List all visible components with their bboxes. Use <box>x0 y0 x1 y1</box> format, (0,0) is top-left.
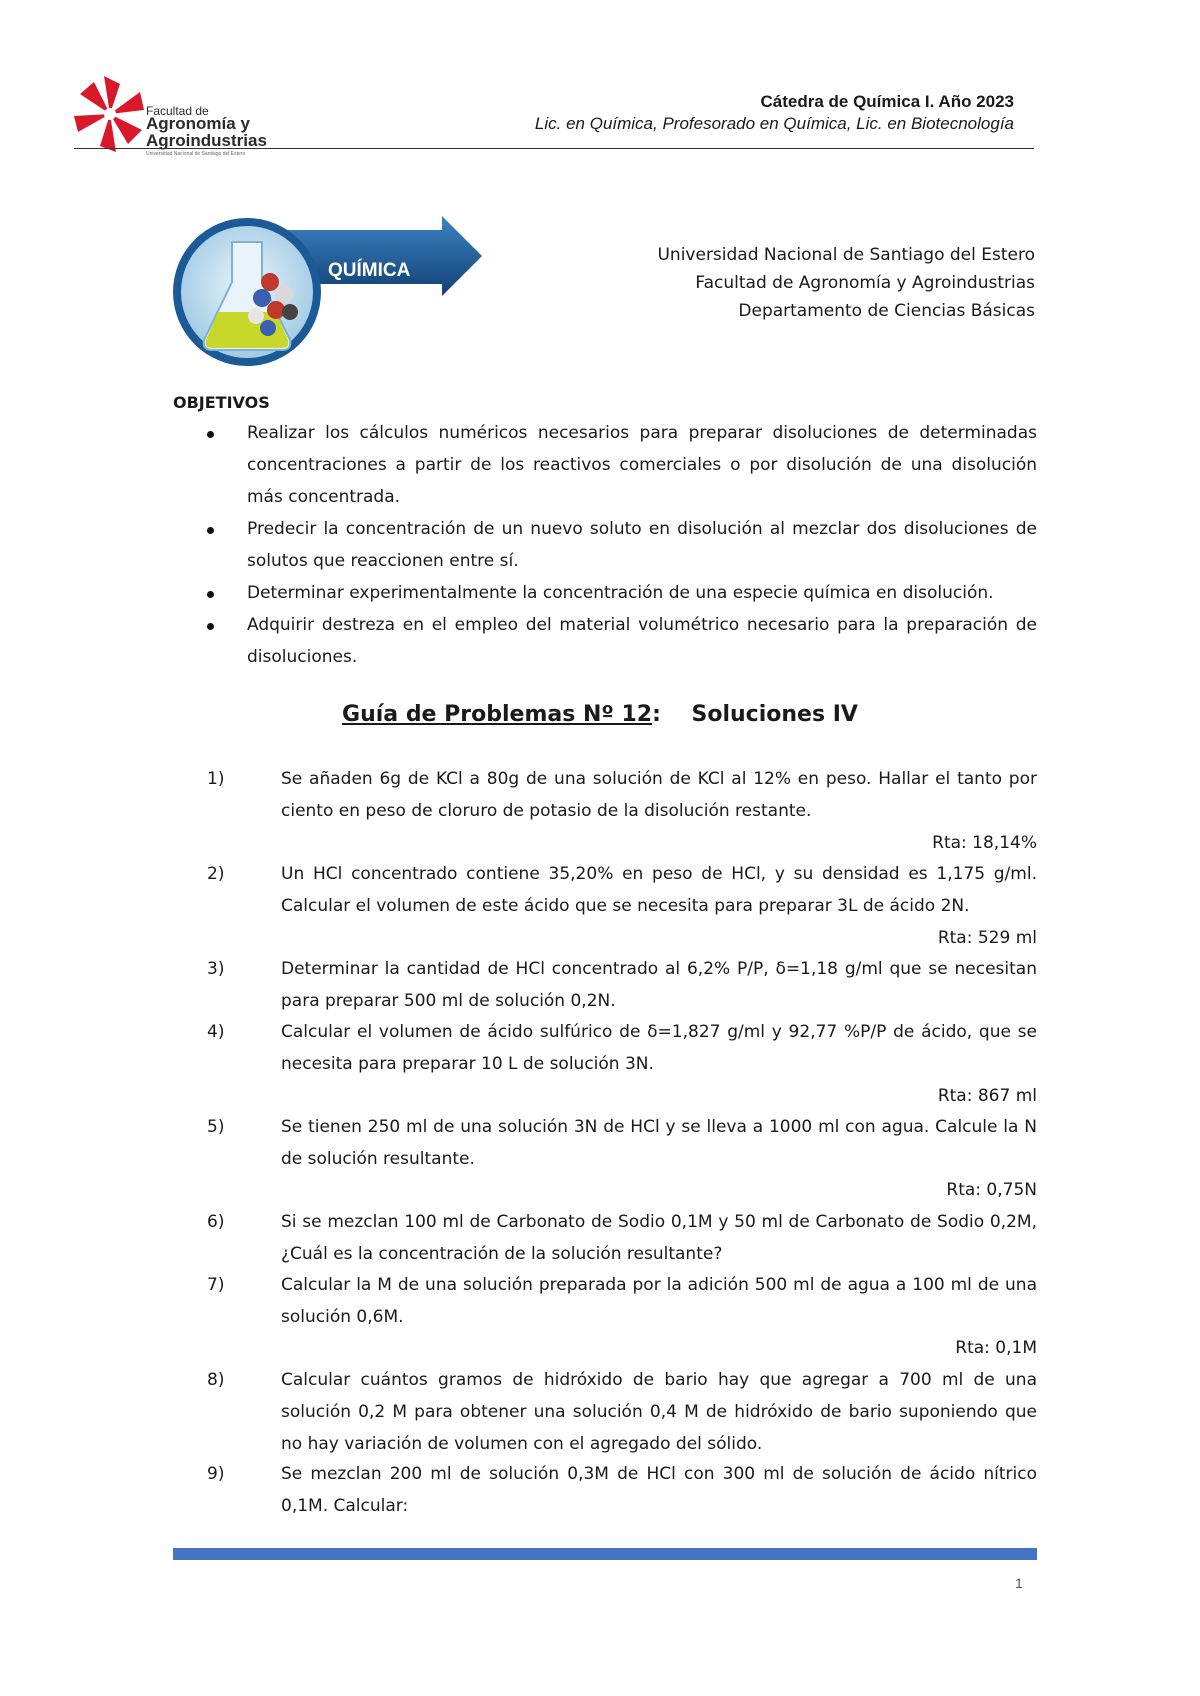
problem-text: Calcular el volumen de ácido sulfúrico de δ=1,827 g/ml y 92,77 %P/P de ácido, que se necesita para preparar 10 L de solución 3N. <box>281 1022 1037 1074</box>
university-name: Universidad Nacional de Santiago del Estero <box>657 245 1035 265</box>
guide-title-colon: : <box>652 702 661 727</box>
objective-text: Predecir la concentración de un nuevo soluto en disolución al mezclar dos disoluciones de solutos que reaccionen entre sí. <box>247 519 1037 571</box>
logo-text-line1: Facultad de <box>146 104 209 118</box>
problem-text: Calcular la M de una solución preparada por la adición 500 ml de agua a 100 ml de una solución 0,6M. <box>281 1275 1037 1327</box>
problem-number: 2) <box>207 864 225 884</box>
problem-number: 9) <box>207 1464 225 1484</box>
problem-number: 7) <box>207 1275 225 1295</box>
logo-text-line3: Agroindustrias <box>146 131 267 150</box>
page-number: 1 <box>1015 1575 1023 1591</box>
chemistry-banner <box>172 212 492 372</box>
objectives-title: OBJETIVOS <box>173 393 270 412</box>
objective-item <box>207 609 1037 673</box>
problem-text: Se añaden 6g de KCl a 80g de una solución de KCl al 12% en peso. Hallar el tanto por ciento en peso de cloruro de potasio de la disolución restante. <box>281 769 1037 821</box>
problem-answer: Rta: 867 ml <box>937 1086 1037 1106</box>
problem-text: Calcular cuántos gramos de hidróxido de bario hay que agregar a 700 ml de una solución 0,2 M para obtener una solución 0,4 M de hidróxido de bario suponiendo que no hay variación de volumen con el agregado del sólido. <box>281 1370 1037 1454</box>
header-subtitle: Lic. en Química, Profesorado en Química, Lic. en Biotecnología <box>534 114 1014 133</box>
header-divider <box>74 148 1034 149</box>
problem-answer: Rta: 0,75N <box>946 1180 1037 1200</box>
problem-text: Se tienen 250 ml de una solución 3N de HCl y se lleva a 1000 ml con agua. Calcule la N de solución resultante. <box>281 1117 1037 1169</box>
problem-number: 6) <box>207 1212 225 1232</box>
problem-answer: Rta: 18,14% <box>932 833 1037 853</box>
logo-text-line4: Universidad Nacional de Santiago del Estero <box>146 151 246 157</box>
footer-bar <box>173 1548 1037 1560</box>
problem-text: Un HCl concentrado contiene 35,20% en peso de HCl, y su densidad es 1,175 g/ml. Calcular el volumen de este ácido que se necesita para preparar 3L de ácido 2N. <box>281 864 1037 916</box>
faculty-logo <box>70 72 270 157</box>
faculty-name: Facultad de Agronomía y Agroindustrias <box>695 273 1035 293</box>
bullet-icon <box>207 431 214 438</box>
banner-label: QUÍMICA <box>328 260 411 281</box>
problem-number: 4) <box>207 1022 225 1042</box>
flask-molecule-icon <box>172 212 492 372</box>
problem-answer: Rta: 529 ml <box>937 928 1037 948</box>
department-name: Departamento de Ciencias Básicas <box>738 301 1035 321</box>
problem-number: 5) <box>207 1117 225 1137</box>
guide-title <box>0 702 1200 727</box>
objective-text: Realizar los cálculos numéricos necesarios para preparar disoluciones de determinadas concentraciones a partir de los reactivos comerciales o por disolución de una disolución más concentrada. <box>247 423 1037 507</box>
problem-number: 1) <box>207 769 225 789</box>
problem-text: Determinar la cantidad de HCl concentrado al 6,2% P/P, δ=1,18 g/ml que se necesitan para preparar 500 ml de solución 0,2N. <box>281 959 1037 1011</box>
objective-item <box>207 417 1037 513</box>
problem-number: 8) <box>207 1370 225 1390</box>
objective-text: Determinar experimentalmente la concentración de una especie química en disolución. <box>247 583 994 603</box>
guide-title-main: Guía de Problemas Nº 12 <box>342 702 653 727</box>
problem-text: Se mezclan 200 ml de solución 0,3M de HCl con 300 ml de solución de ácido nítrico 0,1M. Calcular: <box>281 1464 1037 1516</box>
header-title: Cátedra de Química I. Año 2023 <box>760 92 1014 111</box>
guide-subtitle: Soluciones IV <box>691 702 858 727</box>
objective-item <box>207 577 1037 609</box>
bullet-icon <box>207 623 214 630</box>
problem-number: 3) <box>207 959 225 979</box>
bullet-icon <box>207 527 214 534</box>
problem-answer: Rta: 0,1M <box>955 1338 1037 1358</box>
objective-item <box>207 513 1037 577</box>
logo-text-line2: Agronomía y <box>146 114 250 133</box>
objective-text: Adquirir destreza en el empleo del material volumétrico necesario para la preparación de disoluciones. <box>247 615 1037 667</box>
pinwheel-logo-icon <box>70 72 150 152</box>
problem-text: Si se mezclan 100 ml de Carbonato de Sodio 0,1M y 50 ml de Carbonato de Sodio 0,2M, ¿Cuál es la concentración de la solución resultante? <box>281 1212 1037 1264</box>
bullet-icon <box>207 591 214 598</box>
